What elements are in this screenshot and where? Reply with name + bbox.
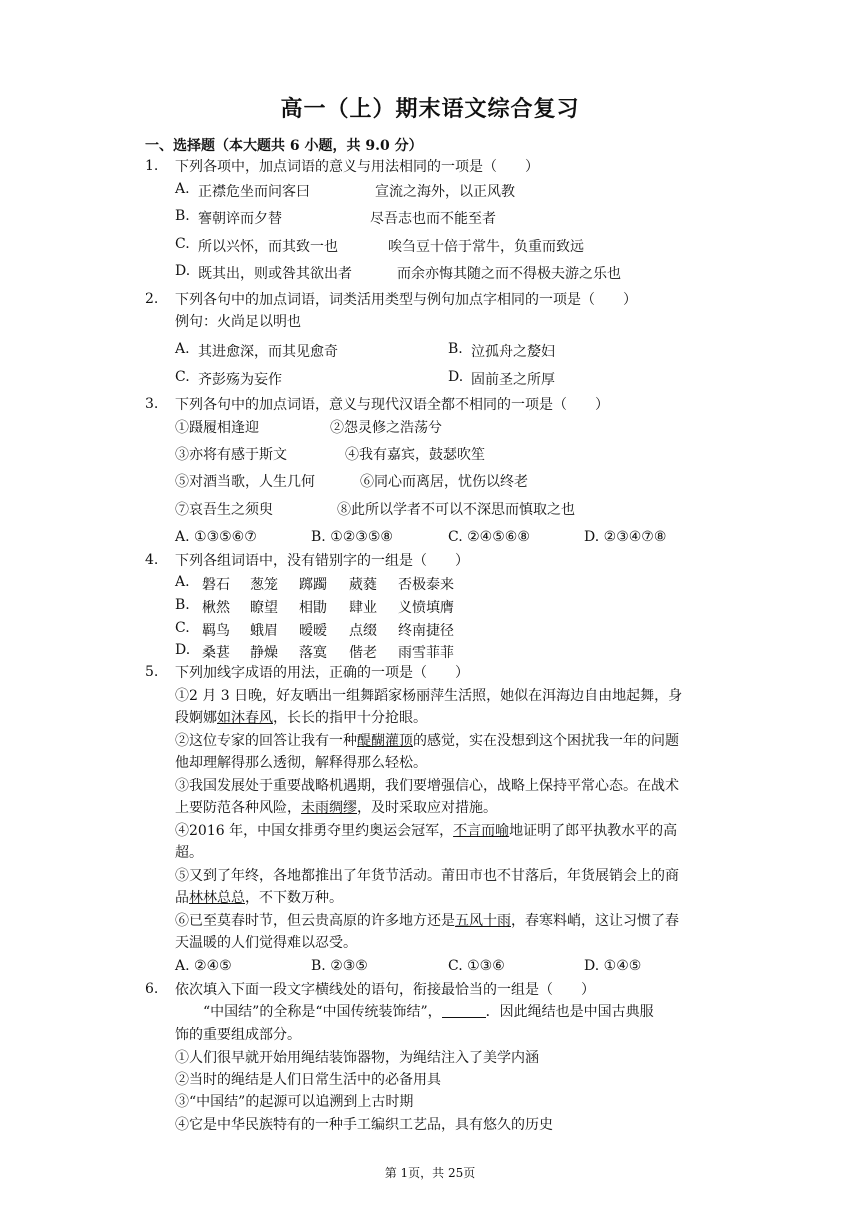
paragraph-text: 超。 — [175, 845, 203, 861]
q3-item-2: ②怨灵修之浩荡兮 — [330, 420, 442, 436]
q5-paragraph-line — [175, 732, 679, 750]
underlined-idiom: 林林总总 — [189, 890, 245, 906]
underlined-idiom: 如沐春风 — [217, 710, 273, 726]
paragraph-text: ，不下数万种。 — [245, 890, 343, 906]
q1-option-a-right: 宣流之海外，以正风教 — [375, 184, 515, 200]
q4-option-label: B. — [175, 597, 190, 613]
q2-stem: 下列各句中的加点词语，词类活用类型与例句加点字相同的一项是（ ） — [175, 292, 637, 308]
q4-option-word: 葱笼 — [250, 577, 278, 593]
q5-option-c: C. ①③⑥ — [448, 958, 505, 974]
q5-paragraph-line — [175, 934, 357, 952]
q4-option-label: A. — [175, 574, 190, 590]
underlined-idiom: 醍醐灌顶 — [357, 733, 413, 749]
paragraph-text: ⑤又到了年终，各地都推出了年货节活动。莆田市也不甘落后，年货展销会上的商 — [175, 868, 679, 884]
q4-option-word: 瞭望 — [250, 600, 278, 616]
paragraph-text: 品 — [175, 890, 189, 906]
q2-option-c-label: C. — [175, 369, 190, 385]
q6-passage-line-1: “中国结”的全称是“中国传统装饰结”， ．因此绳结也是中国古典服 — [203, 1004, 654, 1020]
q6-item-4: ④它是中华民族特有的一种手工编织工艺品，具有悠久的历史 — [175, 1117, 553, 1133]
q3-item-8: ⑧此所以学者不可以不深思而慎取之也 — [337, 502, 575, 518]
q3-option-b: B. ①②③⑤⑧ — [311, 529, 393, 545]
paragraph-text: ，及时采取应对措施。 — [357, 800, 497, 816]
q6-item-1: ①人们很早就开始用绳结装饰器物，为绳结注入了美学内涵 — [175, 1050, 539, 1066]
q3-option-a: A. ①③⑤⑥⑦ — [175, 529, 257, 545]
q4-option-word: 葳蕤 — [349, 577, 377, 593]
q4-option-word: 蛾眉 — [250, 623, 278, 639]
q4-option-word: 相勖 — [299, 600, 327, 616]
q4-stem: 下列各组词语中，没有错别字的一组是（ ） — [175, 553, 469, 569]
q2-option-b-label: B. — [448, 341, 463, 357]
paragraph-text: ，长长的指甲十分抢眼。 — [273, 710, 427, 726]
q4-option-word: 肆业 — [349, 600, 377, 616]
paragraph-text: ④2016 年，中国女排勇夺里约奥运会冠军， — [175, 823, 454, 839]
q4-option-word: 偕老 — [349, 645, 377, 661]
q4-option-word: 磐石 — [202, 577, 230, 593]
q3-option-d: D. ②③④⑦⑧ — [584, 529, 667, 545]
q1-option-b-label: B. — [175, 208, 190, 224]
underlined-idiom: 未雨绸缪 — [301, 800, 357, 816]
q4-option-word: 点缀 — [349, 623, 377, 639]
q1-option-b-left: 謇朝谇而夕替 — [198, 211, 282, 227]
q5-paragraph-line — [175, 687, 682, 705]
q4-option-label: C. — [175, 620, 190, 636]
q1-stem: 下列各项中，加点词语的意义与用法相同的一项是（ ） — [175, 159, 539, 175]
q2-option-d-label: D. — [448, 369, 464, 385]
q4-option-word: 雨雪菲菲 — [398, 645, 454, 661]
q5-number: 5. — [145, 664, 159, 680]
q6-passage-line-2: 饰的重要组成部分。 — [175, 1027, 301, 1043]
q1-option-d-label: D. — [175, 263, 191, 279]
q4-option-word: 终南捷径 — [398, 623, 454, 639]
q4-option-word: 踯躅 — [299, 577, 327, 593]
q5-option-a: A. ②④⑤ — [175, 958, 232, 974]
q3-number: 3. — [145, 396, 159, 412]
q5-paragraph-line — [175, 777, 679, 795]
q5-option-d: D. ①④⑤ — [584, 958, 642, 974]
q4-option-label: D. — [175, 642, 191, 658]
q5-stem: 下列加线字成语的用法，正确的一项是（ ） — [175, 665, 469, 681]
q1-option-c-left: 所以兴怀，而其致一也 — [198, 239, 338, 255]
q2-option-b-text: 泣孤舟之嫠妇 — [471, 344, 555, 360]
paragraph-text: 地证明了郎平执教水平的高 — [509, 823, 678, 839]
q4-option-word: 暧暧 — [299, 623, 327, 639]
paragraph-text: 天温暖的人们觉得难以忍受。 — [175, 935, 357, 951]
q2-option-a-text: 其进愈深，而其见愈奇 — [198, 344, 338, 360]
q6-number: 6. — [145, 981, 159, 997]
q3-option-c: C. ②④⑤⑥⑧ — [448, 529, 530, 545]
q4-option-word: 义愤填膺 — [398, 600, 454, 616]
q3-stem: 下列各句中的加点词语，意义与现代汉语全都不相同的一项是（ ） — [175, 397, 609, 413]
paragraph-text: 段婀娜 — [175, 710, 217, 726]
q1-option-b-right: 尽吾志也而不能至者 — [370, 211, 496, 227]
paragraph-text: ③我国发展处于重要战略机遇期，我们要增强信心，战略上保持平常心态。在战术 — [175, 778, 679, 794]
page-footer: 第 1页，共 25页 — [384, 1166, 476, 1180]
paragraph-text: 他却理解得那么透彻，解释得那么轻松。 — [175, 755, 427, 771]
q1-option-d-left: 既其出，则或咎其欲出者 — [198, 266, 352, 282]
paragraph-text: 上要防范各种风险， — [175, 800, 301, 816]
q5-paragraph-line — [175, 867, 679, 885]
paragraph-text: ②这位专家的回答让我有一种 — [175, 733, 357, 749]
q3-item-1: ①蹑履相逢迎 — [175, 420, 259, 436]
q6-stem: 依次填入下面一段文字横线处的语句，衔接最恰当的一组是（ ） — [175, 982, 595, 998]
q2-example: 例句：火尚足以明也 — [175, 314, 301, 330]
page-title: 高一（上）期末语文综合复习 — [280, 97, 580, 122]
q1-option-a-left: 正襟危坐而问客曰 — [198, 184, 310, 200]
q2-option-c-text: 齐彭殇为妄作 — [198, 372, 282, 388]
q4-option-word: 落寞 — [299, 645, 327, 661]
q4-option-word: 否极泰来 — [398, 577, 454, 593]
q3-item-5: ⑤对酒当歌，人生几何 — [175, 474, 315, 490]
paragraph-text: 的感觉，实在没想到这个困扰我一年的问题 — [413, 733, 679, 749]
paragraph-text: ⑥已至莫春时节，但云贵高原的许多地方还是 — [175, 913, 455, 929]
underlined-idiom: 五风十雨 — [455, 913, 511, 929]
q1-option-c-right: 唉刍豆十倍于常牛，负重而致远 — [388, 239, 584, 255]
paragraph-text: ，春寒料峭，这让习惯了春 — [511, 913, 679, 929]
paragraph-text: ①2 月 3 日晚，好友晒出一组舞蹈家杨丽萍生活照，她似在洱海边自由地起舞，身 — [175, 688, 683, 704]
q1-number: 1. — [145, 158, 159, 174]
q3-item-7: ⑦哀吾生之须臾 — [175, 502, 273, 518]
q2-number: 2. — [145, 291, 159, 307]
q5-paragraph-line — [175, 889, 343, 907]
q3-item-4: ④我有嘉宾，鼓瑟吹笙 — [345, 447, 485, 463]
q1-option-a-label: A. — [175, 181, 190, 197]
q4-option-word: 羁鸟 — [202, 623, 230, 639]
q4-option-word: 桑葚 — [202, 645, 230, 661]
q3-item-3: ③亦将有感于斯文 — [175, 447, 287, 463]
q1-option-c-label: C. — [175, 236, 190, 252]
q6-item-2: ②当时的绳结是人们日常生活中的必备用具 — [175, 1072, 441, 1088]
q2-option-d-text: 固前圣之所厚 — [471, 372, 555, 388]
q5-paragraph-line — [175, 822, 677, 840]
q5-paragraph-line — [175, 912, 679, 930]
section-heading: 一、选择题（本大题共 6 小题，共 9.0 分） — [145, 138, 423, 154]
q4-option-word: 静燥 — [250, 645, 278, 661]
q5-option-b: B. ②③⑤ — [311, 958, 368, 974]
q6-answer-blank — [442, 1003, 486, 1018]
q6-item-3: ③“中国结”的起源可以追溯到上古时期 — [175, 1094, 414, 1110]
q1-option-d-right: 而余亦悔其随之而不得极夫游之乐也 — [397, 266, 621, 282]
q5-paragraph-line — [175, 709, 427, 727]
q2-option-a-label: A. — [175, 341, 190, 357]
q5-paragraph-line — [175, 799, 497, 817]
underlined-idiom: 不言而喻 — [453, 823, 510, 839]
q3-item-6: ⑥同心而离居，忧伤以终老 — [360, 474, 528, 490]
q4-number: 4. — [145, 552, 159, 568]
q5-paragraph-line — [175, 754, 427, 772]
q5-paragraph-line — [175, 844, 203, 862]
q4-option-word: 楸然 — [202, 600, 230, 616]
